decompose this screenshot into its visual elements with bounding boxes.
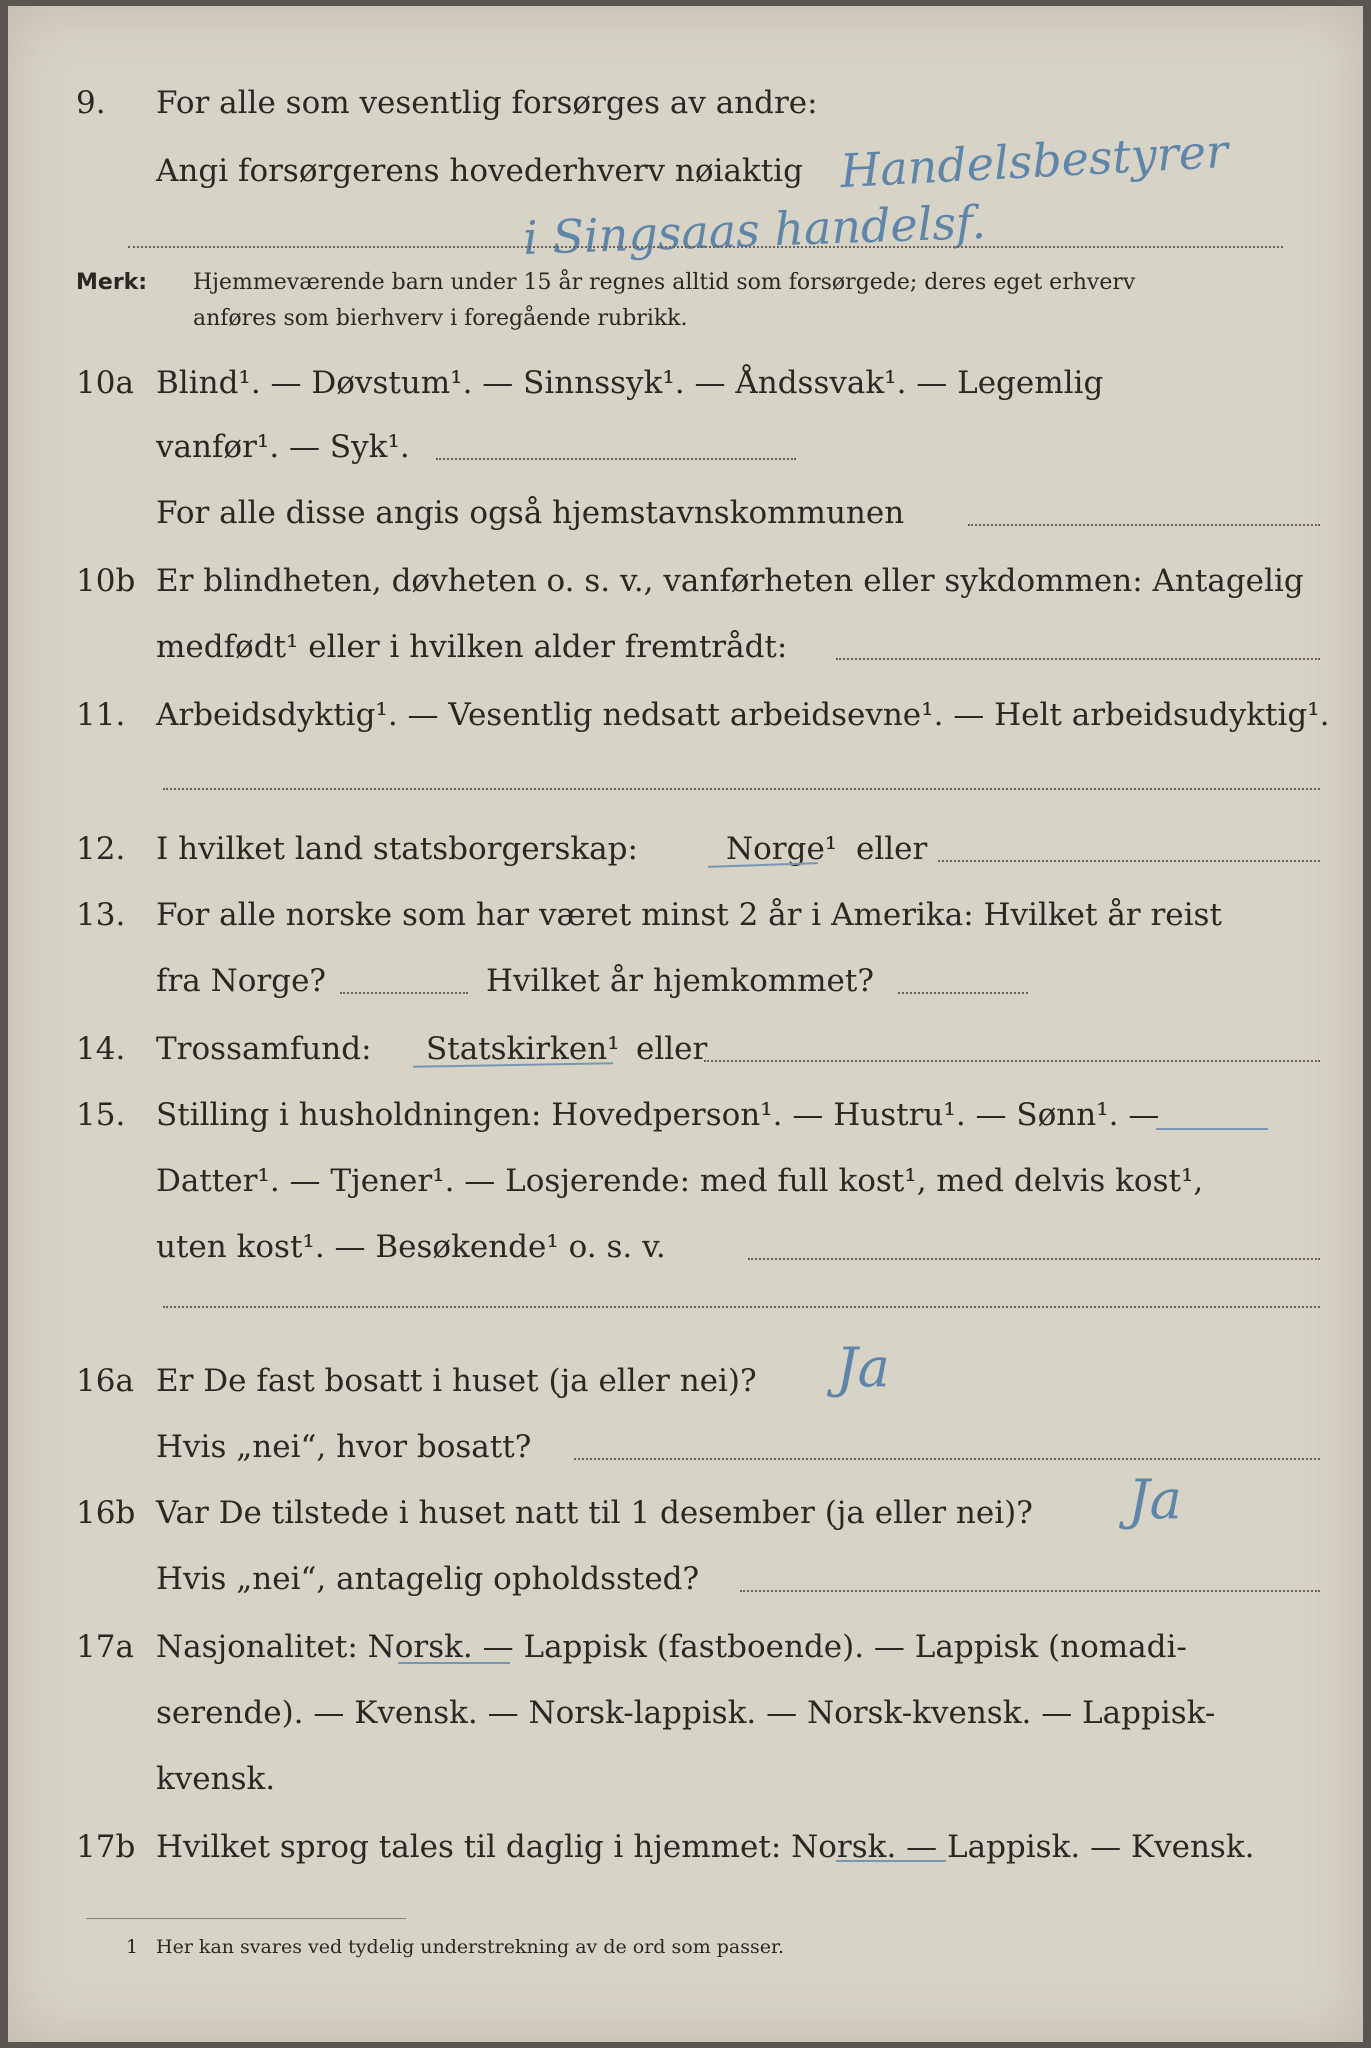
q10a-text-2: vanfør¹. — Syk¹. <box>156 429 410 465</box>
q13-text-2b: Hvilket år hjemkommet? <box>486 963 874 999</box>
q16a-number: 16a <box>76 1363 134 1399</box>
q16a-handwritten-answer: Ja <box>836 1336 890 1399</box>
q10b-text-1: Er blindheten, døvheten o. s. v., vanførheten eller sykdommen: Antagelig <box>156 563 1304 599</box>
q17a-underline-norsk <box>398 1662 510 1664</box>
q15-number: 15. <box>76 1097 126 1133</box>
q9-text-1: For alle som vesentlig forsørges av andre: <box>156 85 818 121</box>
q12-answer-line <box>938 860 1320 862</box>
q14-answer-statskirken: Statskirken¹ <box>426 1031 620 1067</box>
q16a-text-1: Er De fast bosatt i huset (ja eller nei)? <box>156 1363 757 1399</box>
q15-text-1: Stilling i husholdningen: Hovedperson¹. — Hustru¹. — Sønn¹. — <box>156 1097 1160 1133</box>
q12-number: 12. <box>76 831 126 867</box>
q12-answer-norge: Norge¹ <box>726 831 838 867</box>
q17a-text-1: Nasjonalitet: Norsk. — Lappisk (fastboende). — Lappisk (nomadi- <box>156 1629 1187 1665</box>
q17b-underline-norsk <box>836 1860 946 1862</box>
q10b-answer-line <box>836 658 1320 660</box>
q16b-text-1: Var De tilstede i huset natt til 1 desember (ja eller nei)? <box>156 1495 1033 1531</box>
q16a-text-2: Hvis „nei“, hvor bosatt? <box>156 1429 532 1465</box>
q13-text-1: For alle norske som har været minst 2 år i Amerika: Hvilket år reist <box>156 897 1222 933</box>
q10a-answer-line-1 <box>436 458 796 460</box>
q16a-answer-line <box>574 1458 1320 1460</box>
merk-label: Merk: <box>76 270 148 295</box>
q10b-number: 10b <box>76 563 136 599</box>
q13-text-2a: fra Norge? <box>156 963 327 999</box>
q13-number: 13. <box>76 897 126 933</box>
q11-text-1: Arbeidsdyktig¹. — Vesentlig nedsatt arbeidsevne¹. — Helt arbeidsudyktig¹. <box>156 697 1330 733</box>
q10a-text-1: Blind¹. — Døvstum¹. — Sinnssyk¹. — Åndssvak¹. — Legemlig <box>156 365 1104 401</box>
merk-text-1: Hjemmeværende barn under 15 år regnes alltid som forsørgede; deres eget erhverv <box>193 270 1136 295</box>
q9-answer-line <box>128 246 1283 248</box>
q15-text-2: Datter¹. — Tjener¹. — Losjerende: med full kost¹, med delvis kost¹, <box>156 1163 1204 1199</box>
q17a-number: 17a <box>76 1629 134 1665</box>
q14-tail: eller <box>636 1031 708 1067</box>
q10a-answer-line-2 <box>968 524 1320 526</box>
q15-answer-line-1 <box>748 1258 1320 1260</box>
q13-return-year-line <box>898 992 1028 994</box>
footnote-rule <box>86 1918 406 1919</box>
q11-answer-line <box>163 788 1320 790</box>
q9-handwritten-answer-2: i Singsaas handelsf. <box>522 194 987 266</box>
q14-answer-line <box>704 1060 1320 1062</box>
q15-underline-sonn <box>1156 1128 1268 1130</box>
q9-handwritten-answer-1: Handelsbestyrer <box>838 123 1230 199</box>
census-form-page <box>8 6 1363 2042</box>
q17b-number: 17b <box>76 1829 136 1865</box>
q12-tail: eller <box>856 831 928 867</box>
q17a-text-3: kvensk. <box>156 1761 276 1797</box>
q12-text: I hvilket land statsborgerskap: <box>156 831 638 867</box>
q10a-number: 10a <box>76 365 134 401</box>
q10a-text-3: For alle disse angis også hjemstavnskommunen <box>156 495 905 531</box>
q14-text: Trossamfund: <box>156 1031 372 1067</box>
q9-number: 9. <box>76 85 106 121</box>
merk-row-1 <box>76 266 147 300</box>
q16b-handwritten-answer: Ja <box>1128 1468 1182 1531</box>
q16b-number: 16b <box>76 1495 136 1531</box>
footnote-text: Her kan svares ved tydelig understrekning av de ord som passer. <box>156 1936 785 1958</box>
q17a-text-2: serende). — Kvensk. — Norsk-lappisk. — Norsk-kvensk. — Lappisk- <box>156 1695 1216 1731</box>
merk-text-2: anføres som bierhverv i foregående rubrikk. <box>193 306 688 331</box>
q9-text-2: Angi forsørgerens hovederhverv nøiaktig <box>156 153 803 189</box>
q16b-text-2: Hvis „nei“, antagelig opholdssted? <box>156 1561 700 1597</box>
q14-number: 14. <box>76 1031 126 1067</box>
q16b-answer-line <box>740 1590 1320 1592</box>
q15-answer-line-2 <box>163 1306 1320 1308</box>
q10b-text-2: medfødt¹ eller i hvilken alder fremtrådt: <box>156 629 788 665</box>
q17b-text-1: Hvilket sprog tales til daglig i hjemmet: Norsk. — Lappisk. — Kvensk. <box>156 1829 1255 1865</box>
q13-departure-year-line <box>340 992 468 994</box>
q11-number: 11. <box>76 697 126 733</box>
footnote-mark: 1 <box>126 1936 139 1958</box>
q15-text-3: uten kost¹. — Besøkende¹ o. s. v. <box>156 1229 666 1265</box>
